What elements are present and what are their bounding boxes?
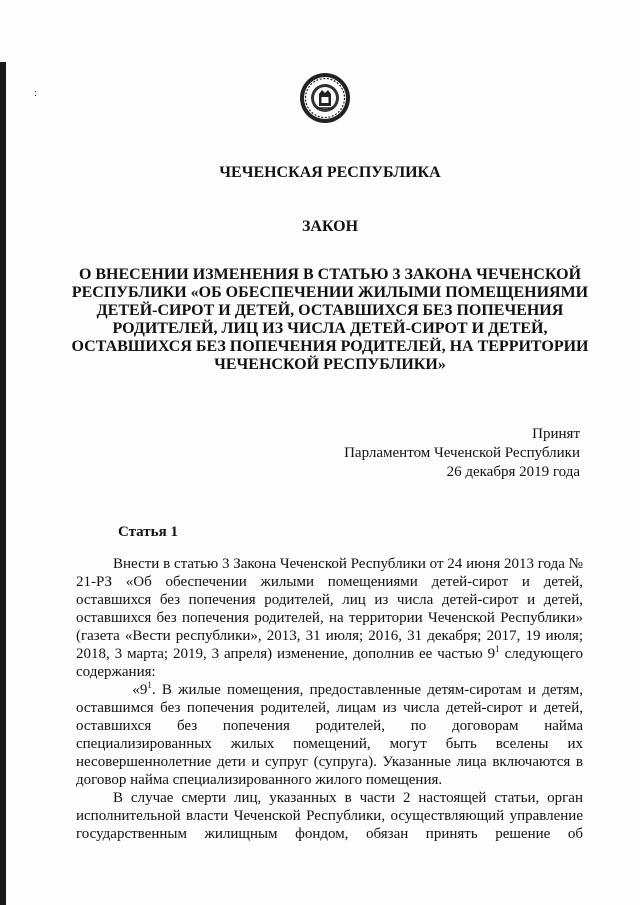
law-title-line: ОСТАВШИХСЯ БЕЗ ПОПЕЧЕНИЯ РОДИТЕЛЕЙ, НА ТЕРРИТОРИИ [71,338,589,355]
law-title-line: ЧЕЧЕНСКОЙ РЕСПУБЛИКИ» [214,356,446,373]
adoption-status: Принят [532,426,580,442]
law-title-line: РОДИТЕЛЕЙ, ЛИЦ ИЗ ЧИСЛА ДЕТЕЙ-СИРОТ И ДЕТЕЙ, [112,320,548,337]
article-paragraph: Внести в статью 3 Закона Чеченской Республики от 24 июня 2013 года № 21-РЗ «Об обеспечении жилыми помещениями детей-сирот и детей, оставшихся без попечения родителей, лиц из числа детей-сирот и детей, оставшихся без попечения родителей, на территории Чеченской Республики» (газета «Вести республики», 2013, 31 июля; 2016, 31 декабря; 2017, 19 июля; 2018, 3 марта; 2019, 3 апреля) изменение, дополнив ее частью $9^1$ следующего содержания: [76,556,583,680]
coat-of-arms-emblem [299,72,351,124]
document-type-heading: ЗАКОН [301,218,359,235]
adoption-block [344,425,580,482]
adoption-date: 26 декабря 2019 года [446,464,580,480]
law-title-line: РЕСПУБЛИКИ «ОБ ОБЕСПЕЧЕНИИ ЖИЛЫМИ ПОМЕЩЕНИЯМИ [71,284,589,301]
law-title-line: ДЕТЕЙ-СИРОТ И ДЕТЕЙ, ОСТАВШИХСЯ БЕЗ ПОПЕЧЕНИЯ [96,302,564,319]
republic-heading: ЧЕЧЕНСКАЯ РЕСПУБЛИКА [219,164,441,181]
article-paragraph: «$9^1$. В жилые помещения, предоставленные детям-сиротам и детям, оставшимся без попечения родителей, лицам из числа детей-сирот и детей, оставшихся без попечения родителей, по договорам найма специализированных жилых помещений, могут быть вселены их несовершеннолетние дети и супруг (супруга). Указанные лица включаются в договор найма специализированного жилого помещения. [76,680,584,788]
scan-speck: : [34,87,38,99]
article-paragraph: В случае смерти лиц, указанных в части 2 настоящей статьи, орган исполнительной власти Чеченской Республики, осуществляющий управление государственным жилищным фондом, обязан принять решение об [76,790,583,842]
adoption-body: Парламентом Чеченской Республики [344,445,580,461]
article-heading: Статья 1 [118,524,178,540]
scan-edge [0,62,6,905]
law-title [70,266,590,374]
law-title-line: О ВНЕСЕНИИ ИЗМЕНЕНИЯ В СТАТЬЮ 3 ЗАКОНА ЧЕЧЕНСКОЙ [78,266,582,283]
article-body [76,555,583,843]
